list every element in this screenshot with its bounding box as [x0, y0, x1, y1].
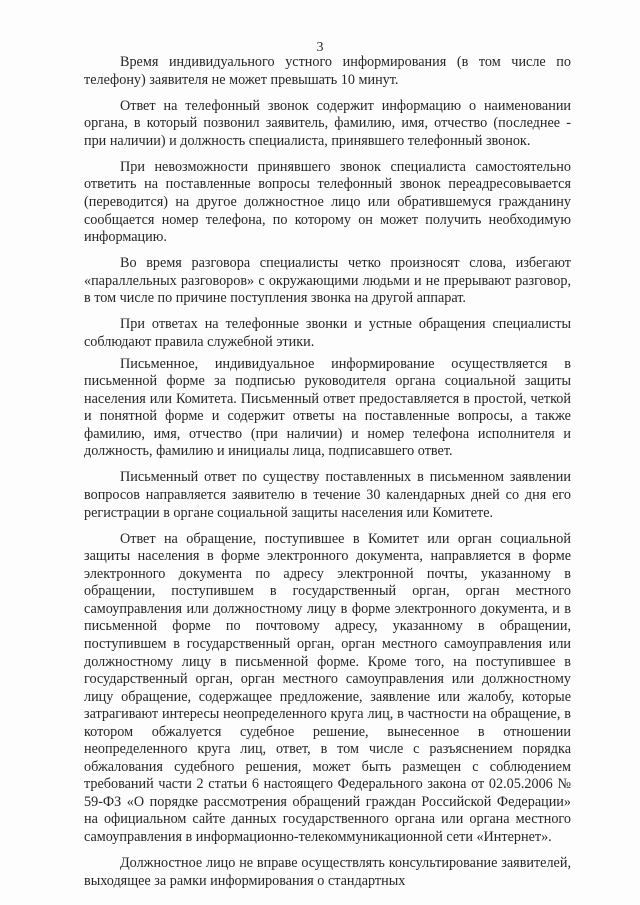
paragraph-service-ethics: При ответах на телефонные звонки и устные обращения специалисты соблюдают правила служебной этики. — [84, 316, 571, 351]
paragraph-conversation-rules: Во время разговора специалисты четко произносят слова, избегают «параллельных разговоров» с окружающими людьми и не прерывают разговор, в том числе по причине поступления звонка на другой аппарат. — [84, 255, 571, 307]
paragraph-consultation-limits: Должностное лицо не вправе осуществлять консультирование заявителей, выходящее за рамки информирования о стандартных — [84, 855, 571, 889]
page-number: 3 — [316, 40, 324, 55]
paragraph-phone-answer-content: Ответ на телефонный звонок содержит информацию о наименовании органа, в который позвонил заявитель, фамилию, имя, отчество (последнее - при наличии) и должность специалиста, принявшего телефонный звонок. — [84, 97, 571, 149]
document-body — [84, 54, 571, 890]
paragraph-electronic-answer: Ответ на обращение, поступившее в Комитет или орган социальной защиты населения в форме электронного документа, направляется в форме электронного документа по адресу электронной почты, указанному в обращении, поступившем в государственный орган, орган местного самоуправления или должностному лицу в форме электронного документа, и в письменной форме по почтовому адресу, указанному в обращении, поступившем в государственный орган, орган местного самоуправления или должностному лицу в письменной форме. Кроме того, на поступившее в государственный орган, орган местного самоуправления или должностному лицу обращение, содержащее предложение, заявление или жалобу, которые затрагивают интересы неопределенного круга лиц, в частности на обращение, в котором обжалуется судебное решение, вынесенное в отношении неопределенного круга лиц, ответ, в том числе с разъяснением порядка обжалования судебного решения, может быть размещен с соблюдением требований части 2 статьи 6 настоящего Федерального закона от 02.05.2006 № 59-ФЗ «О порядке рассмотрения обращений граждан Российской Федерации» на официальном сайте данных государственного органа или органа местного самоуправления в информационно-телекоммуникационной сети «Интернет». — [84, 530, 571, 845]
paragraph-call-redirection: При невозможности принявшего звонок специалиста самостоятельно ответить на поставленные вопросы телефонный звонок переадресовывается (переводится) на другое должностное лицо или обратившемуся гражданину сообщается номер телефона, по которому он может получить необходимую информацию. — [84, 158, 571, 246]
paragraph-oral-info-duration: Время индивидуального устного информирования (в том числе по телефону) заявителя не может превышать 10 минут. — [84, 54, 571, 88]
paragraph-written-informing: Письменное, индивидуальное информирование осуществляется в письменной форме за подписью руководителя органа социальной защиты населения или Комитета. Письменный ответ предоставляется в простой, четкой и понятной форме и содержит ответы на поставленные вопросы, а также фамилию, имя, отчество (при наличии) и номер телефона исполнителя и должность, фамилию и инициалы лица, подписавшего ответ. — [84, 355, 571, 460]
paragraph-written-answer-deadline: Письменный ответ по существу поставленных в письменном заявлении вопросов направляется заявителю в течение 30 календарных дней со дня его регистрации в органе социальной защиты населения или Комитете. — [84, 469, 571, 521]
